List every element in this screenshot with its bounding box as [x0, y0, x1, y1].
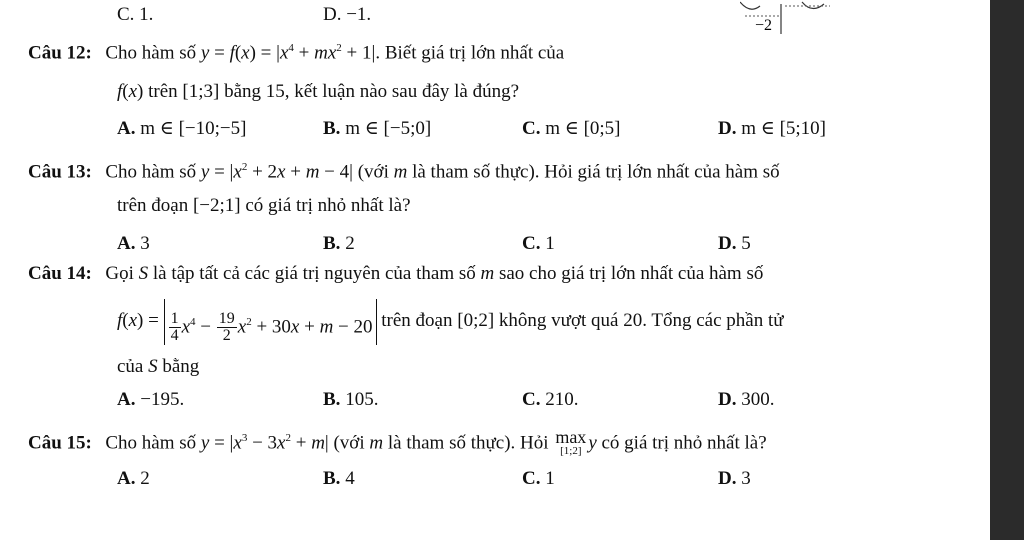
q15-option-a[interactable]: A. 2: [117, 468, 150, 489]
question-15-line-1: Câu 15: Cho hàm số $y = |x^3 - 3x^2 + m|$ (với m là tham số thực). Hỏi max [1;2] y có giá trị nhỏ nhất là?: [28, 427, 767, 458]
q13-option-a[interactable]: A. 3: [117, 233, 150, 254]
question-12-line-1: Câu 12: Cho hàm số $y = f(x) = |x^4 + mx^2 + 1|$. Biết giá trị lớn nhất của: [28, 42, 565, 64]
q12-option-a[interactable]: A. m ∈ [−10;−5]: [117, 118, 247, 139]
q12-option-c[interactable]: C. m ∈ [0;5]: [522, 118, 621, 139]
sketch-label: −2: [755, 17, 773, 34]
abs-expression: $\frac{1}{4}$ $x^4$ − $\frac{19}{2}$ $x^2 + 30x + m - 20$: [164, 299, 377, 345]
question-14-line-3: của S bằng: [117, 356, 200, 377]
question-15-label: Câu 15:: [28, 432, 92, 454]
fraction-1-4: $\frac{1}{4}$: [170, 310, 179, 345]
question-12-line-2: f(x) trên [1;3] bằng 15, kết luận nào sau đây là đúng?: [117, 81, 520, 102]
q12-option-b[interactable]: B. m ∈ [−5;0]: [323, 118, 432, 139]
max-operator: max [1;2]: [555, 427, 587, 458]
question-13-line-2: trên đoạn [−2;1] có giá trị nhỏ nhất là?: [117, 195, 411, 216]
question-14-line-1: Câu 14: Gọi S là tập tất cả các giá trị nguyên của tham số m sao cho giá trị lớn nhất của hàm số: [28, 263, 764, 284]
q15-option-d[interactable]: D. 3: [718, 468, 751, 489]
fraction-19-2: $\frac{19}{2}$: [218, 310, 235, 345]
graph-sketch: [740, 0, 840, 40]
q14-option-b[interactable]: B. 105.: [323, 389, 379, 410]
question-12-label: Câu 12:: [28, 42, 92, 64]
question-13-line-1: Câu 13: Cho hàm số $y = |x^2 + 2x + m - 4|$ (với m là tham số thực). Hỏi giá trị lớn nhất của hàm số: [28, 161, 780, 183]
q14-option-d[interactable]: D. 300.: [718, 389, 775, 410]
q13-option-d[interactable]: D. 5: [718, 233, 751, 254]
prev-option-c: C. 1.: [117, 4, 154, 25]
q15-option-b[interactable]: B. 4: [323, 468, 355, 489]
prev-option-d: D. −1.: [323, 4, 372, 25]
question-13-label: Câu 13:: [28, 161, 92, 183]
right-edge-bar: [990, 0, 1024, 540]
q12-option-d[interactable]: D. m ∈ [5;10]: [718, 118, 827, 139]
q13-option-b[interactable]: B. 2: [323, 233, 355, 254]
question-14-line-2: f(x) = $\frac{1}{4}$ $x^4$ − $\frac{19}{2}$ $x^2 + 30x + m - 20$ trên đoạn [0;2] không vượt quá 20. Tổng các phần tử: [117, 296, 784, 346]
q13-option-c[interactable]: C. 1: [522, 233, 555, 254]
q14-option-c[interactable]: C. 210.: [522, 389, 579, 410]
q15-option-c[interactable]: C. 1: [522, 468, 555, 489]
question-14-label: Câu 14:: [28, 263, 92, 284]
q14-option-a[interactable]: A. −195.: [117, 389, 185, 410]
